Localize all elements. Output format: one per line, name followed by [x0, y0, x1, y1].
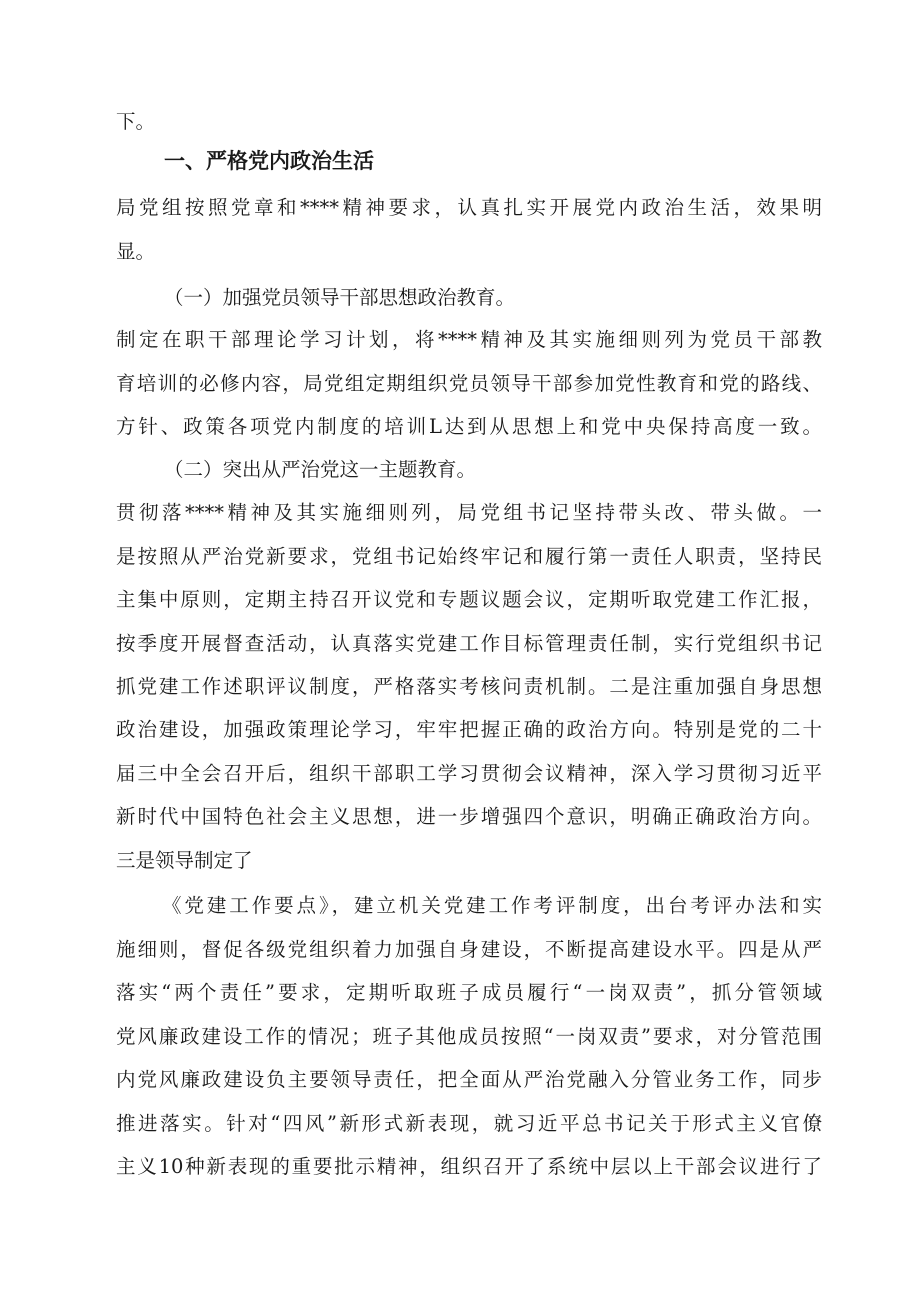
text-line: 制定在职干部理论学习计划，将****精神及其实施细则列为党员干部教	[116, 328, 822, 351]
text-line: 主集中原则，定期主持召开议党和专题议题会议，定期听取党建工作汇报，	[116, 588, 822, 611]
subsection-heading: （一）加强党员领导干部思想政治教育。	[164, 286, 516, 309]
text-line: 育培训的必修内容，局党组定期组织党员领导干部参加党性教育和党的路线、	[116, 372, 822, 395]
text-line: 三是领导制定了	[116, 849, 253, 872]
text-line: 新时代中国特色社会主义思想，进一步增强四个意识，明确正确政治方向。	[116, 805, 822, 828]
text-line: 《党建工作要点》，建立机关党建工作考评制度，出台考评办法和实	[162, 894, 822, 917]
text-line: 抓党建工作述职评议制度，严格落实考核问责机制。二是注重加强自身思想	[116, 675, 822, 698]
text-line: 主义10种新表现的重要批示精神，组织召开了系统中层以上干部会议进行了	[116, 1155, 822, 1178]
text-line: 推进落实。针对“四风”新形式新表现，就习近平总书记关于形式主义官僚	[116, 1112, 822, 1135]
text-line: 施细则，督促各级党组织着力加强自身建设，不断提高建设水平。四是从严	[116, 938, 822, 961]
text-line: 贯彻落****精神及其实施细则列，局党组书记坚持带头改、带头做。一	[116, 501, 822, 524]
text-line: 落实“两个责任”要求，定期听取班子成员履行“一岗双责”，抓分管领域	[116, 981, 822, 1004]
text-line: 内党风廉政建设负主要领导责任，把全面从严治党融入分管业务工作，同步	[116, 1068, 822, 1091]
text-line: 局党组按照党章和****精神要求，认真扎实开展党内政治生活，效果明	[116, 196, 822, 219]
text-line: 按季度开展督查活动，认真落实党建工作目标管理责任制，实行党组织书记	[116, 632, 822, 655]
text-line: 政治建设，加强政策理论学习，牢牢把握正确的政治方向。特别是党的二十	[116, 718, 822, 741]
section-heading: 一、严格党内政治生活	[164, 149, 374, 173]
text-line: 是按照从严治党新要求，党组书记始终牢记和履行第一责任人职责，坚持民	[116, 545, 822, 568]
text-line: 方针、政策各项党内制度的培训L达到从思想上和党中央保持高度一致。	[116, 415, 822, 438]
text-line: 党风廉政建设工作的情况；班子其他成员按照“一岗双责”要求，对分管范围	[116, 1025, 822, 1048]
text-line: 下。	[116, 110, 156, 133]
subsection-heading: （二）突出从严治党这一主题教育。	[164, 458, 477, 481]
text-line: 显。	[116, 240, 156, 263]
text-line: 届三中全会召开后，组织干部职工学习贯彻会议精神，深入学习贯彻习近平	[116, 762, 822, 785]
